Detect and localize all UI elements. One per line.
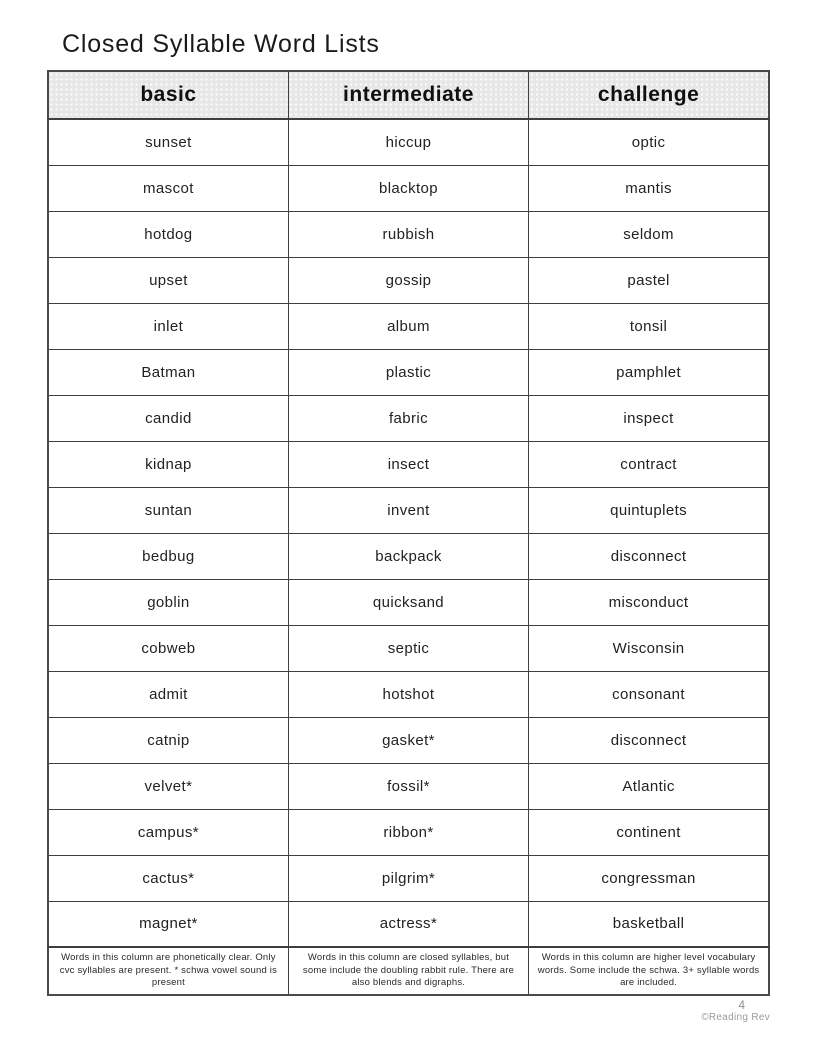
- word-cell: admit: [48, 671, 288, 717]
- word-cell: seldom: [529, 211, 769, 257]
- page-number: 4: [738, 998, 745, 1012]
- word-cell: fabric: [288, 395, 528, 441]
- table-row: [48, 855, 769, 901]
- table-row: [48, 165, 769, 211]
- word-cell: fossil*: [288, 763, 528, 809]
- word-cell: septic: [288, 625, 528, 671]
- word-cell: ribbon*: [288, 809, 528, 855]
- table-row: [48, 533, 769, 579]
- word-cell: kidnap: [48, 441, 288, 487]
- table-row: [48, 763, 769, 809]
- word-cell: gasket*: [288, 717, 528, 763]
- word-cell: quintuplets: [529, 487, 769, 533]
- page-title: Closed Syllable Word Lists: [62, 30, 380, 58]
- word-cell: actress*: [288, 901, 528, 947]
- table-row: [48, 441, 769, 487]
- footnote-cell: Words in this column are closed syllables, but some include the doubling rabbit rule. There are also blends and digraphs.: [288, 947, 528, 995]
- word-cell: inspect: [529, 395, 769, 441]
- word-cell: cobweb: [48, 625, 288, 671]
- table-row: [48, 257, 769, 303]
- footnote-cell: Words in this column are phonetically clear. Only cvc syllables are present. * schwa vowel sound is present: [48, 947, 288, 995]
- table-row: [48, 211, 769, 257]
- word-cell: backpack: [288, 533, 528, 579]
- word-cell: pamphlet: [529, 349, 769, 395]
- word-cell: sunset: [48, 119, 288, 165]
- word-cell: suntan: [48, 487, 288, 533]
- word-cell: pastel: [529, 257, 769, 303]
- table-row: [48, 349, 769, 395]
- table-footnote-row: [48, 947, 769, 995]
- footnote-cell: Words in this column are higher level vocabulary words. Some include the schwa. 3+ syllable words are included.: [529, 947, 769, 995]
- word-cell: continent: [529, 809, 769, 855]
- word-cell: blacktop: [288, 165, 528, 211]
- word-cell: gossip: [288, 257, 528, 303]
- word-cell: insect: [288, 441, 528, 487]
- page-footer: [701, 998, 770, 1024]
- word-cell: misconduct: [529, 579, 769, 625]
- word-cell: rubbish: [288, 211, 528, 257]
- word-cell: tonsil: [529, 303, 769, 349]
- column-header-intermediate: intermediate: [288, 71, 528, 119]
- table-row: [48, 809, 769, 855]
- word-cell: inlet: [48, 303, 288, 349]
- table-row: [48, 487, 769, 533]
- word-cell: invent: [288, 487, 528, 533]
- table-row: [48, 901, 769, 947]
- word-cell: quicksand: [288, 579, 528, 625]
- table-row: [48, 579, 769, 625]
- word-cell: bedbug: [48, 533, 288, 579]
- word-cell: upset: [48, 257, 288, 303]
- word-cell: magnet*: [48, 901, 288, 947]
- table-row: [48, 671, 769, 717]
- table-row: [48, 717, 769, 763]
- word-cell: optic: [529, 119, 769, 165]
- word-cell: contract: [529, 441, 769, 487]
- word-cell: disconnect: [529, 717, 769, 763]
- word-cell: hotdog: [48, 211, 288, 257]
- word-cell: basketball: [529, 901, 769, 947]
- word-cell: mascot: [48, 165, 288, 211]
- word-table-body: [48, 119, 769, 947]
- word-cell: mantis: [529, 165, 769, 211]
- word-cell: catnip: [48, 717, 288, 763]
- word-cell: Batman: [48, 349, 288, 395]
- word-cell: cactus*: [48, 855, 288, 901]
- word-cell: consonant: [529, 671, 769, 717]
- word-cell: pilgrim*: [288, 855, 528, 901]
- word-cell: hotshot: [288, 671, 528, 717]
- word-cell: Wisconsin: [529, 625, 769, 671]
- word-list-table: [47, 70, 770, 996]
- copyright-label: ©Reading Rev: [701, 1012, 770, 1024]
- word-cell: velvet*: [48, 763, 288, 809]
- table-row: [48, 119, 769, 165]
- table-row: [48, 395, 769, 441]
- column-header-challenge: challenge: [529, 71, 769, 119]
- word-cell: campus*: [48, 809, 288, 855]
- word-cell: plastic: [288, 349, 528, 395]
- word-cell: hiccup: [288, 119, 528, 165]
- word-cell: candid: [48, 395, 288, 441]
- column-header-basic: basic: [48, 71, 288, 119]
- word-cell: goblin: [48, 579, 288, 625]
- table-row: [48, 625, 769, 671]
- word-cell: Atlantic: [529, 763, 769, 809]
- word-cell: congressman: [529, 855, 769, 901]
- word-cell: album: [288, 303, 528, 349]
- table-header-row: [48, 71, 769, 119]
- table-row: [48, 303, 769, 349]
- word-cell: disconnect: [529, 533, 769, 579]
